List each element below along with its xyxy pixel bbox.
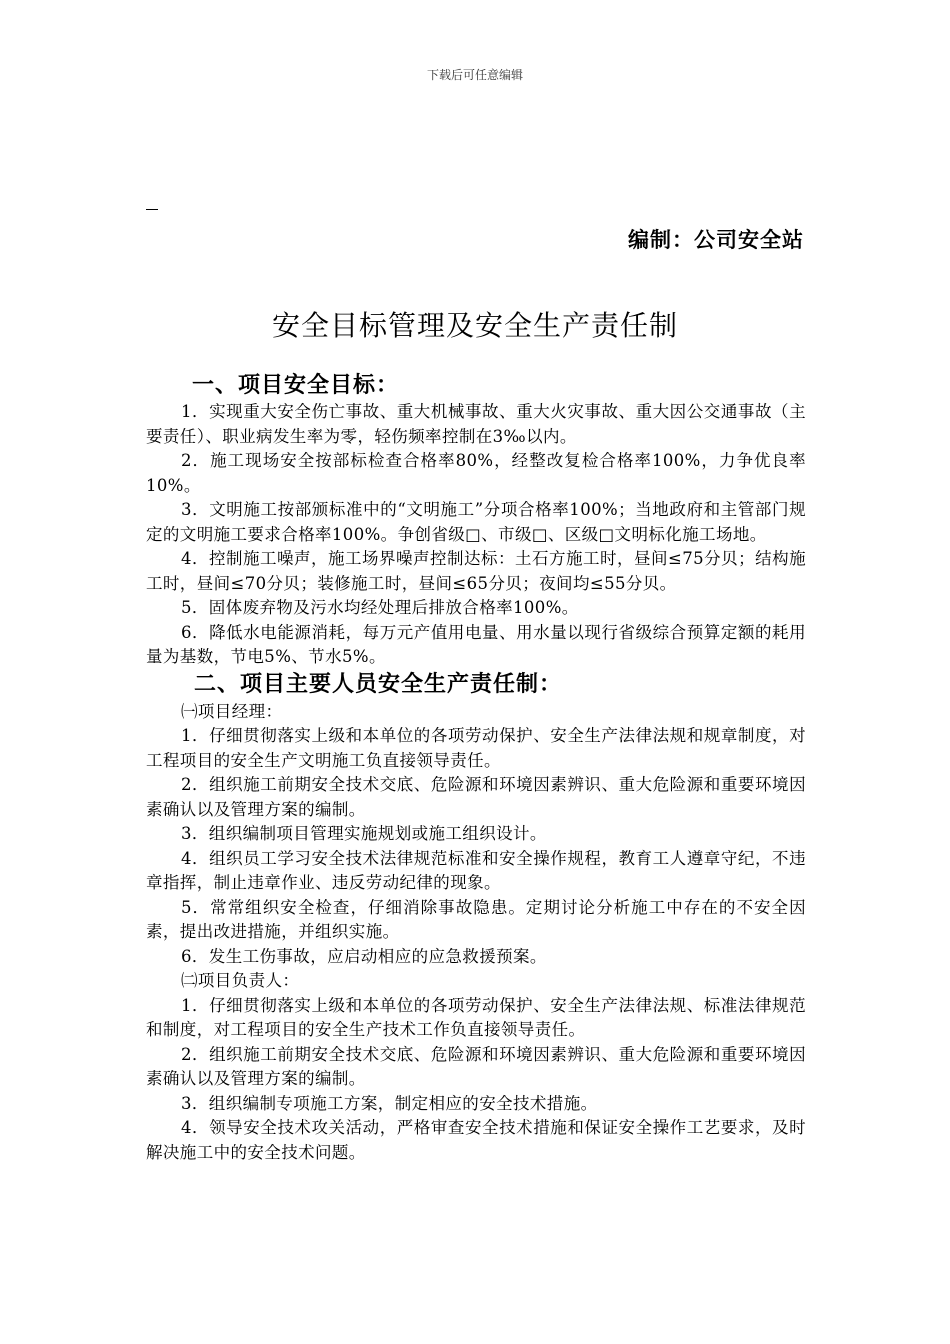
paragraph: 2．施工现场安全按部标检查合格率80%，经整改复检合格率100%，力争优良率10%。 bbox=[146, 451, 806, 495]
paragraph: 2．组织施工前期安全技术交底、危险源和环境因素辨识、重大危险源和重要环境因素确认以及管理方案的编制。 bbox=[146, 1044, 806, 1088]
compiler-line: 编制：公司安全站 bbox=[628, 228, 804, 252]
paragraph: 3．组织编制项目管理实施规划或施工组织设计。 bbox=[181, 824, 547, 843]
paragraph: 5．固体废弃物及污水均经处理后排放合格率100%。 bbox=[181, 598, 579, 617]
subsection-label: ㈡项目负责人： bbox=[181, 971, 300, 990]
paragraph: 4．控制施工噪声，施工场界噪声控制达标：土石方施工时，昼间≤75分贝；结构施工时，昼间≤70分贝；装修施工时，昼间≤65分贝；夜间均≤55分贝。 bbox=[146, 549, 806, 593]
document-title: 安全目标管理及安全生产责任制 bbox=[271, 309, 678, 342]
paragraph: 4．组织员工学习安全技术法律规范标准和安全操作规程，教育工人遵章守纪，不违章指挥，制止违章作业、违反劳动纪律的现象。 bbox=[146, 848, 806, 892]
subsection-label: ㈠项目经理： bbox=[181, 701, 283, 721]
paragraph: 5．常常组织安全检查，仔细消除事故隐患。定期讨论分析施工中存在的不安全因素，提出改进措施，并组织实施。 bbox=[146, 897, 806, 941]
paragraph: 6．发生工伤事故，应启动相应的应急救援预案。 bbox=[181, 946, 547, 966]
paragraph: 2．组织施工前期安全技术交底、危险源和环境因素辨识、重大危险源和重要环境因素确认以及管理方案的编制。 bbox=[146, 775, 806, 819]
section-heading: 一、项目安全目标： bbox=[192, 373, 400, 398]
paragraph: 6．降低水电能源消耗，每万元产值用电量、用水量以现行省级综合预算定额的耗用量为基数，节电5%、节水5%。 bbox=[146, 622, 806, 666]
paragraph: 4．领导安全技术攻关活动，严格审查安全技术措施和保证安全操作工艺要求，及时解决施工中的安全技术问题。 bbox=[146, 1118, 806, 1162]
paragraph: 1．仔细贯彻落实上级和本单位的各项劳动保护、安全生产法律法规、标准法律规范和制度，对工程项目的安全生产技术工作负直接领导责任。 bbox=[146, 995, 806, 1039]
paragraph: 1．实现重大安全伤亡事故、重大机械事故、重大火灾事故、重大因公交通事故（主要责任）、职业病发生率为零，轻伤频率控制在3‰以内。 bbox=[146, 402, 806, 446]
paragraph: 3．文明施工按部颁标准中的“文明施工”分项合格率100%；当地政府和主管部门规定的文明施工要求合格率100%。争创省级□、市级□、区级□文明标化施工场地。 bbox=[146, 500, 806, 544]
section-heading: 二、项目主要人员安全生产责任制： bbox=[194, 671, 563, 697]
paragraph: 3．组织编制专项施工方案，制定相应的安全技术措施。 bbox=[181, 1093, 598, 1113]
header-note: 下载后可任意编辑 bbox=[426, 68, 523, 82]
document-body bbox=[146, 372, 806, 1165]
paragraph: 1．仔细贯彻落实上级和本单位的各项劳动保护、安全生产法律法规和规章制度，对工程项目的安全生产文明施工负直接领导责任。 bbox=[146, 726, 806, 770]
dash-mark bbox=[146, 209, 158, 210]
